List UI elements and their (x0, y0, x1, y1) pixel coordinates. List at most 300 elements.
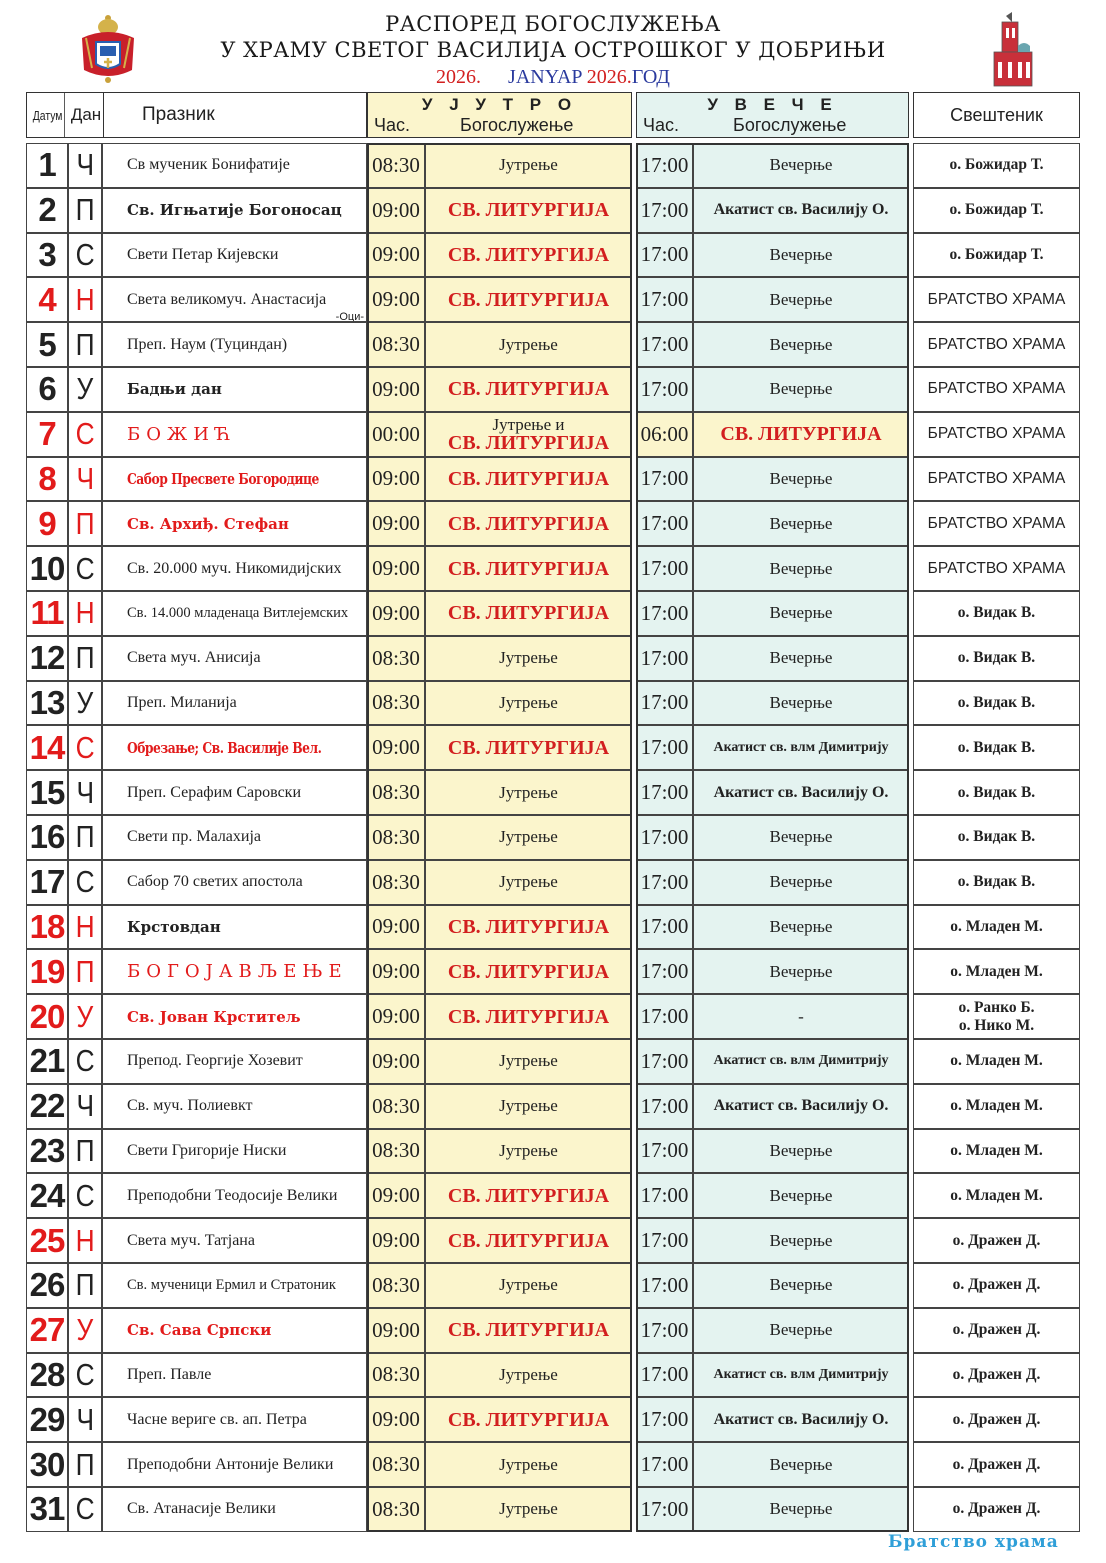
priest-cell (913, 591, 1080, 636)
morning-time-cell: 08:30 (367, 1263, 425, 1308)
priest-name: о. Видак В. (957, 783, 1036, 801)
feast-cell (102, 815, 367, 860)
evening-service: Вечерње (769, 1185, 833, 1205)
table-row (26, 277, 1080, 322)
evening-service: Акатист св. Василију О. (713, 201, 889, 219)
priest-name: о. Дражен Д. (952, 1500, 1041, 1518)
day-letter: Н (75, 908, 95, 944)
morning-service: СВ. ЛИТУРГИЈА (447, 243, 610, 266)
evening-service-cell (693, 681, 909, 726)
morning-service: Јутрење (499, 1051, 558, 1071)
evening-title: У В Е Ч Е (707, 95, 838, 114)
morning-service-cell (425, 322, 632, 367)
feast-name: Преподобни Теодосије Велики (127, 1186, 338, 1204)
year-label-2: 2026. (586, 66, 632, 88)
day-cell (68, 188, 102, 233)
column-header-priest: Свештеник (913, 92, 1080, 138)
priest-name: БРАТСТВО ХРАМА (927, 514, 1066, 532)
evening-time-cell: 06:00 (636, 412, 693, 457)
morning-service-header: Богослужење (460, 115, 574, 135)
feast-cell (102, 277, 367, 322)
feast-name: Света муч. Татјана (127, 1231, 255, 1249)
day-cell (68, 457, 102, 502)
morning-service-cell (425, 457, 632, 502)
evening-time-cell: 17:00 (636, 994, 693, 1039)
morning-time-cell: 09:00 (367, 1218, 425, 1263)
morning-time-cell: 08:30 (367, 815, 425, 860)
table-row (26, 1039, 1080, 1084)
evening-time-cell: 17:00 (636, 949, 693, 994)
evening-service-cell (693, 1353, 909, 1398)
morning-service: Јутрење (499, 1140, 558, 1160)
feast-name: Св. Сава Српски (127, 1321, 272, 1340)
evening-time-cell: 17:00 (636, 1308, 693, 1353)
evening-time-cell: 17:00 (636, 1173, 693, 1218)
column-header-feast: Празник (142, 104, 215, 125)
evening-service: Вечерње (769, 961, 833, 981)
priest-name: о. Младен М. (950, 1052, 1043, 1070)
evening-service: Акатист св. Василију О. (713, 1097, 889, 1115)
morning-service: СВ. ЛИТУРГИЈА (447, 1005, 610, 1028)
priest-cell (913, 725, 1080, 770)
feast-cell (102, 1397, 367, 1442)
feast-cell (102, 591, 367, 636)
priest-name: о. Ранко Б. (958, 998, 1035, 1016)
evening-service-cell (693, 457, 909, 502)
morning-service-cell (425, 1263, 632, 1308)
evening-service-cell (693, 636, 909, 681)
morning-time-cell: 09:00 (367, 501, 425, 546)
day-cell (68, 1353, 102, 1398)
day-cell (68, 546, 102, 591)
date-cell: 13 (26, 681, 68, 726)
day-letter: П (75, 192, 95, 228)
date-cell: 14 (26, 725, 68, 770)
evening-service: - (798, 1006, 804, 1026)
day-letter: П (75, 640, 95, 676)
priest-name: о. Дражен Д. (952, 1321, 1041, 1339)
evening-service-cell (693, 188, 909, 233)
morning-service: СВ. ЛИТУРГИЈА (447, 512, 610, 535)
day-cell (68, 636, 102, 681)
feast-name: Преп. Серафим Саровски (127, 783, 302, 801)
evening-time-cell: 17:00 (636, 277, 693, 322)
day-cell (68, 501, 102, 546)
evening-service-cell (693, 1173, 909, 1218)
morning-time-cell: 08:30 (367, 770, 425, 815)
table-row (26, 501, 1080, 546)
evening-time-cell: 17:00 (636, 322, 693, 367)
evening-service: Вечерње (769, 1454, 833, 1474)
morning-time-cell: 08:30 (367, 1129, 425, 1174)
morning-service-cell (425, 1353, 632, 1398)
feast-name: Часне вериге св. ап. Петра (127, 1410, 307, 1428)
feast-cell (102, 1263, 367, 1308)
table-row (26, 770, 1080, 815)
morning-service-cell (425, 681, 632, 726)
evening-service-cell (693, 591, 909, 636)
morning-service: СВ. ЛИТУРГИЈА (447, 378, 610, 401)
day-cell (68, 1173, 102, 1218)
priest-cell (913, 1353, 1080, 1398)
feast-cell (102, 457, 367, 502)
day-letter: П (75, 326, 95, 362)
table-row (26, 1442, 1080, 1487)
priest-name: о. Младен М. (950, 1186, 1043, 1204)
day-cell (68, 1129, 102, 1174)
evening-time-cell: 17:00 (636, 1442, 693, 1487)
day-cell (68, 412, 102, 457)
date-cell: 9 (26, 501, 68, 546)
evening-service: Акатист св. Василију О. (713, 1410, 889, 1428)
priest-cell (913, 546, 1080, 591)
day-letter: П (75, 819, 95, 855)
table-row (26, 457, 1080, 502)
morning-service: СВ. ЛИТУРГИЈА (447, 557, 610, 580)
day-cell (68, 994, 102, 1039)
day-cell (68, 1218, 102, 1263)
priest-cell (913, 1308, 1080, 1353)
priest-cell (913, 412, 1080, 457)
column-header-evening (636, 92, 909, 138)
feast-cell (102, 1353, 367, 1398)
morning-service-cell (425, 1397, 632, 1442)
day-letter: У (76, 998, 94, 1034)
date-cell: 30 (26, 1442, 68, 1487)
morning-time-cell: 09:00 (367, 725, 425, 770)
table-row (26, 1308, 1080, 1353)
priest-name: о. Дражен Д. (952, 1455, 1041, 1473)
table-row (26, 1173, 1080, 1218)
day-letter: У (76, 1312, 94, 1348)
date-cell: 3 (26, 233, 68, 278)
morning-time-cell: 00:00 (367, 412, 425, 457)
date-cell: 4 (26, 277, 68, 322)
evening-service-cell (693, 546, 909, 591)
day-cell (68, 1442, 102, 1487)
evening-service: Вечерње (769, 1499, 833, 1519)
evening-service-cell (693, 367, 909, 412)
evening-time-cell: 17:00 (636, 1263, 693, 1308)
morning-title: У Ј У Т Р О (421, 95, 578, 114)
day-cell (68, 860, 102, 905)
table-row (26, 1397, 1080, 1442)
feast-cell (102, 905, 367, 950)
feast-name: Свети Григорије Ниски (127, 1141, 287, 1159)
day-cell (68, 591, 102, 636)
evening-time-cell: 17:00 (636, 725, 693, 770)
feast-cell (102, 501, 367, 546)
priest-name: о. Дражен Д. (952, 1276, 1041, 1294)
table-row (26, 1263, 1080, 1308)
priest-cell (913, 681, 1080, 726)
feast-name: Свети Петар Кијевски (127, 245, 279, 263)
priest-name: БРАТСТВО ХРАМА (927, 469, 1066, 487)
day-letter: С (75, 1043, 95, 1079)
morning-time-cell: 08:30 (367, 1353, 425, 1398)
evening-time-cell: 17:00 (636, 1084, 693, 1129)
morning-service: СВ. ЛИТУРГИЈА (447, 432, 610, 455)
feast-name: Св. мученици Ермил и Стратоник (127, 1276, 336, 1293)
evening-service-cell (693, 1218, 909, 1263)
evening-time-cell: 17:00 (636, 233, 693, 278)
feast-cell (102, 1084, 367, 1129)
date-cell: 6 (26, 367, 68, 412)
morning-service: СВ. ЛИТУРГИЈА (447, 1229, 610, 1252)
day-letter: Н (75, 595, 95, 631)
day-cell (68, 815, 102, 860)
evening-service-cell (693, 905, 909, 950)
priest-name: о. Видак В. (957, 604, 1036, 622)
morning-service: Јутрење (499, 872, 558, 892)
morning-service-cell (425, 1039, 632, 1084)
date-cell: 21 (26, 1039, 68, 1084)
priest-cell (913, 1442, 1080, 1487)
evening-service: Вечерње (769, 334, 833, 354)
priest-cell (913, 860, 1080, 905)
feast-name: Преп. Павле (127, 1365, 212, 1383)
day-letter: П (75, 505, 95, 541)
morning-time-header: Час. (374, 115, 411, 135)
feast-name: Свети пр. Малахија (127, 828, 262, 846)
day-cell (68, 1308, 102, 1353)
evening-time-header: Час. (643, 115, 680, 135)
feast-cell (102, 636, 367, 681)
date-cell: 25 (26, 1218, 68, 1263)
priest-cell (913, 1039, 1080, 1084)
evening-service: Вечерње (769, 468, 833, 488)
feast-cell (102, 681, 367, 726)
priest-cell (913, 949, 1080, 994)
day-cell (68, 143, 102, 188)
priest-name: о. Видак В. (957, 873, 1036, 891)
evening-service-cell (693, 770, 909, 815)
evening-service: СВ. ЛИТУРГИЈА (720, 422, 882, 445)
table-row (26, 725, 1080, 770)
evening-service-header: Богослужење (733, 115, 847, 135)
priest-name: БРАТСТВО ХРАМА (927, 290, 1066, 308)
morning-service-cell (425, 277, 632, 322)
day-cell (68, 681, 102, 726)
column-header-day: Дан (69, 93, 104, 137)
day-cell (68, 277, 102, 322)
feast-cell (102, 1487, 367, 1532)
morning-service: Јутрење (499, 1364, 558, 1384)
date-cell: 22 (26, 1084, 68, 1129)
morning-service-cell (425, 546, 632, 591)
day-cell (68, 905, 102, 950)
table-row (26, 681, 1080, 726)
evening-service-cell (693, 1084, 909, 1129)
evening-service-cell (693, 143, 909, 188)
day-cell (68, 367, 102, 412)
evening-time-cell: 17:00 (636, 1129, 693, 1174)
priest-name: БРАТСТВО ХРАМА (927, 425, 1066, 443)
priest-cell (913, 1397, 1080, 1442)
morning-service-cell (425, 1173, 632, 1218)
priest-cell (913, 143, 1080, 188)
priest-name: о. Младен М. (950, 917, 1043, 935)
morning-service-cell (425, 412, 632, 457)
morning-time-cell: 09:00 (367, 591, 425, 636)
month-year-line (0, 66, 1106, 88)
priest-cell (913, 277, 1080, 322)
date-cell: 20 (26, 994, 68, 1039)
column-header-date: Датум (31, 93, 65, 137)
feast-cell (102, 233, 367, 278)
priest-cell (913, 815, 1080, 860)
day-letter: П (75, 1132, 95, 1168)
header-left-group (26, 92, 367, 138)
footer-signature: Братство храма (888, 1532, 1059, 1552)
morning-time-cell: 08:30 (367, 1487, 425, 1532)
date-cell: 11 (26, 591, 68, 636)
evening-service: Вечерње (769, 1230, 833, 1250)
morning-time-cell: 09:00 (367, 188, 425, 233)
date-cell: 19 (26, 949, 68, 994)
feast-name: Сабор 70 светих апостола (127, 873, 303, 891)
evening-service: Вечерње (769, 872, 833, 892)
day-letter: Ч (76, 1088, 94, 1124)
priest-cell (913, 1129, 1080, 1174)
feast-name: Св. Атанасије Велики (127, 1500, 276, 1518)
feast-name: Св. муч. Полиевкт (127, 1097, 253, 1115)
feast-cell (102, 143, 367, 188)
morning-service: СВ. ЛИТУРГИЈА (447, 199, 610, 222)
morning-service: Јутрење (499, 648, 558, 668)
morning-time-cell: 08:30 (367, 1084, 425, 1129)
morning-service: СВ. ЛИТУРГИЈА (447, 1319, 610, 1342)
morning-service-cell (425, 905, 632, 950)
day-cell (68, 1263, 102, 1308)
morning-service: Јутрење (499, 1096, 558, 1116)
morning-service: Јутрење (499, 692, 558, 712)
priest-cell (913, 1084, 1080, 1129)
feast-cell (102, 725, 367, 770)
feast-name: Св. 14.000 младенаца Витлејемских (127, 604, 349, 621)
evening-time-cell: 17:00 (636, 815, 693, 860)
morning-service-line1: Јутрење и (492, 415, 565, 435)
morning-time-cell: 09:00 (367, 277, 425, 322)
morning-service: Јутрење (499, 155, 558, 175)
morning-time-cell: 09:00 (367, 994, 425, 1039)
feast-cell (102, 367, 367, 412)
priest-name: о. Божидар Т. (949, 156, 1044, 174)
feast-name: Преподобни Антоније Велики (127, 1455, 334, 1473)
morning-service-cell (425, 188, 632, 233)
feast-name: Обрезање; Св. Василије Вел. (127, 738, 322, 757)
day-letter: Ч (76, 774, 94, 810)
column-header-morning (367, 92, 632, 138)
year-label: 2026. (436, 66, 482, 88)
evening-service: Вечерње (769, 692, 833, 712)
feast-cell (102, 860, 367, 905)
day-letter: П (75, 1446, 95, 1482)
evening-service-cell (693, 1039, 909, 1084)
day-cell (68, 725, 102, 770)
evening-time-cell: 17:00 (636, 770, 693, 815)
morning-service-cell (425, 143, 632, 188)
morning-service-cell (425, 233, 632, 278)
morning-service: СВ. ЛИТУРГИЈА (447, 960, 610, 983)
priest-cell (913, 501, 1080, 546)
table-row (26, 860, 1080, 905)
priest-cell (913, 367, 1080, 412)
priest-name: о. Божидар Т. (949, 245, 1044, 263)
day-letter: С (75, 1491, 95, 1527)
morning-time-cell: 09:00 (367, 949, 425, 994)
feast-name: Бадњи дан (127, 380, 222, 399)
table-row (26, 412, 1080, 457)
priest-name: БРАТСТВО ХРАМА (927, 380, 1066, 398)
table-row (26, 1129, 1080, 1174)
morning-service: СВ. ЛИТУРГИЈА (447, 915, 610, 938)
day-cell (68, 322, 102, 367)
table-row (26, 546, 1080, 591)
day-letter: С (75, 416, 95, 452)
morning-time-cell: 08:30 (367, 636, 425, 681)
evening-service: Вечерње (769, 1275, 833, 1295)
feast-cell (102, 1129, 367, 1174)
feast-name: Св мученик Бонифатије (127, 156, 290, 174)
date-cell: 27 (26, 1308, 68, 1353)
evening-time-cell: 17:00 (636, 1353, 693, 1398)
table-row (26, 1353, 1080, 1398)
feast-cell (102, 949, 367, 994)
evening-service: Вечерње (769, 827, 833, 847)
date-cell: 18 (26, 905, 68, 950)
morning-service-cell (425, 770, 632, 815)
priest-name: о. Младен М. (950, 1141, 1043, 1159)
date-cell: 15 (26, 770, 68, 815)
day-letter: С (75, 550, 95, 586)
feast-cell (102, 1173, 367, 1218)
table-row (26, 949, 1080, 994)
morning-service-cell (425, 949, 632, 994)
morning-service: Јутрење (499, 782, 558, 802)
day-cell (68, 233, 102, 278)
morning-service-cell (425, 501, 632, 546)
evening-service: Акатист св. влм Димитрију (713, 739, 889, 755)
morning-time-cell: 09:00 (367, 1308, 425, 1353)
table-row (26, 905, 1080, 950)
day-letter: Ч (76, 1401, 94, 1437)
evening-time-cell: 17:00 (636, 1039, 693, 1084)
table-row (26, 322, 1080, 367)
morning-time-cell: 08:30 (367, 1442, 425, 1487)
table-row (26, 143, 1080, 188)
morning-service: Јутрење (499, 1275, 558, 1295)
evening-service-cell (693, 501, 909, 546)
priest-name: о. Видак В. (957, 649, 1036, 667)
feast-cell (102, 770, 367, 815)
table-row (26, 591, 1080, 636)
day-letter: С (75, 236, 95, 272)
evening-service: Вечерње (769, 155, 833, 175)
evening-service-cell (693, 1397, 909, 1442)
feast-name: Крстовдан (127, 917, 221, 936)
month-label: JANYAP (508, 66, 582, 88)
page-title: РАСПОРЕД БОГОСЛУЖЕЊА (385, 12, 721, 36)
evening-service-cell (693, 412, 909, 457)
feast-name: Преп. Наум (Туциндан) (127, 335, 288, 353)
priest-name: о. Младен М. (950, 1097, 1043, 1115)
date-cell: 26 (26, 1263, 68, 1308)
morning-service-cell (425, 636, 632, 681)
date-cell: 17 (26, 860, 68, 905)
priest-cell (913, 905, 1080, 950)
priest-cell (913, 188, 1080, 233)
